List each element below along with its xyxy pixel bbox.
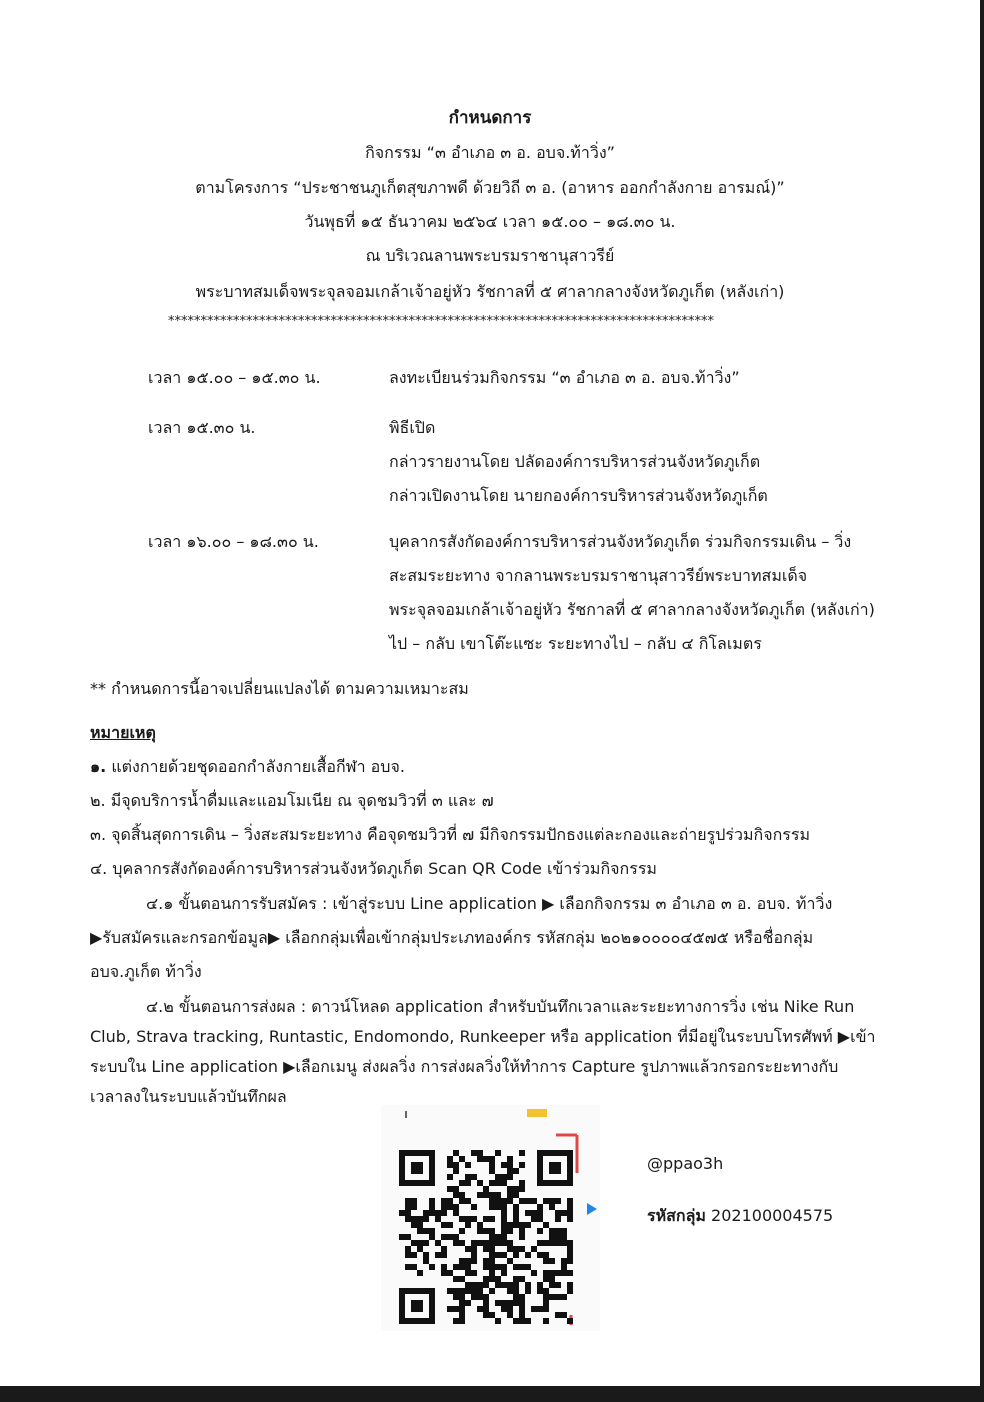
remark-item	[90, 823, 810, 848]
separator-line: ************************************************************************************	[168, 314, 714, 329]
event-venue-detail: พระบาทสมเด็จพระจุลจอมเกล้าเจ้าอยู่หัว รัชกาลที่ ๕ ศาลากลางจังหวัดภูเก็ต (หลังเก่า)	[195, 282, 785, 301]
remark-text: บุคลากรสังกัดองค์การบริหารส่วนจังหวัดภูเก็ต Scan QR Code เข้าร่วมกิจกรรม	[112, 859, 657, 878]
remark-text: จุดสิ้นสุดการเดิน – วิ่งสะสมระยะทาง คือจุดชมวิวที่ ๗ มีกิจกรรมปักธงแต่ละกองและถ่ายรูปร่วมกิจกรรม	[111, 825, 811, 844]
event-date: วันพุธที่ ๑๕ ธันวาคม ๒๕๖๔ เวลา ๑๕.๐๐ – ๑๘.๓๐ น.	[304, 212, 676, 231]
schedule-item: ไป – กลับ เขาโต๊ะแซะ ระยะทางไป – กลับ ๔ กิโลเมตร	[389, 634, 762, 653]
line-qr-code[interactable]	[381, 1105, 600, 1331]
remark-text: มีจุดบริการน้ำดื่มและแอมโมเนีย ณ จุดชมวิวที่ ๓ และ ๗	[110, 791, 494, 810]
schedule-time: เวลา ๑๕.๓๐ น.	[148, 418, 256, 437]
project-name: ตามโครงการ “ประชาชนภูเก็ตสุขภาพดี ด้วยวิถี ๓ อ. (อาหาร ออกกำลังกาย อารมณ์)”	[195, 178, 785, 197]
schedule-item: กล่าวรายงานโดย ปลัดองค์การบริหารส่วนจังหวัดภูเก็ต	[389, 452, 761, 471]
remark-item	[90, 789, 494, 814]
qr-code-icon	[381, 1105, 600, 1331]
schedule-item: สะสมระยะทาง จากลานพระบรมราชานุสาวรีย์พระบาทสมเด็จ	[389, 566, 808, 585]
schedule-time: เวลา ๑๖.๐๐ – ๑๘.๓๐ น.	[148, 532, 319, 551]
remark-number: ๒.	[90, 791, 106, 810]
page-title: กำหนดการ	[448, 108, 532, 128]
line-handle: @ppao3h	[647, 1154, 724, 1173]
group-code-label: รหัสกลุ่ม	[647, 1206, 706, 1225]
event-venue: ณ บริเวณลานพระบรมราชานุสาวรีย์	[365, 246, 615, 265]
remark-number: ๔.	[90, 859, 108, 878]
remarks-heading: หมายเหตุ	[90, 723, 156, 742]
submission-step: Club, Strava tracking, Runtastic, Endomondo, Runkeeper หรือ application ที่มีอยู่ในระบบโทรศัพท์ ▶เข้า	[90, 1027, 876, 1046]
schedule-item: พิธีเปิด	[389, 418, 436, 437]
remark-item	[90, 755, 405, 780]
group-code-value: 202100004575	[711, 1206, 834, 1225]
schedule-item: พระจุลจอมเกล้าเจ้าอยู่หัว รัชกาลที่ ๕ ศาลากลางจังหวัดภูเก็ต (หลังเก่า)	[389, 600, 875, 619]
page-border-right	[980, 0, 984, 1402]
schedule-item: ลงทะเบียนร่วมกิจกรรม “๓ อำเภอ ๓ อ. อบจ.ท้าวิ่ง”	[389, 368, 740, 387]
remark-number: ๑.	[90, 757, 107, 776]
schedule-item: กล่าวเปิดงานโดย นายกองค์การบริหารส่วนจังหวัดภูเก็ต	[389, 486, 768, 505]
remark-text: แต่งกายด้วยชุดออกกำลังกายเสื้อกีฬา อบจ.	[111, 757, 405, 776]
schedule-time: เวลา ๑๕.๐๐ – ๑๕.๓๐ น.	[148, 368, 321, 387]
activity-name: กิจกรรม “๓ อำเภอ ๓ อ. อบจ.ท้าวิ่ง”	[365, 143, 615, 162]
submission-step: เวลาลงในระบบแล้วบันทึกผล	[90, 1087, 287, 1106]
schedule-item: บุคลากรสังกัดองค์การบริหารส่วนจังหวัดภูเก็ต ร่วมกิจกรรมเดิน – วิ่ง	[389, 532, 852, 551]
submission-step: ระบบใน Line application ▶เลือกเมนู ส่งผลวิ่ง การส่งผลวิ่งให้ทำการ Capture รูปภาพแล้วกรอกระยะทางกับ	[90, 1057, 839, 1076]
group-code	[647, 1204, 833, 1229]
remark-item	[90, 857, 657, 882]
change-note: ** กำหนดการนี้อาจเปลี่ยนแปลงได้ ตามความเหมาะสม	[90, 679, 469, 698]
submission-step: ๔.๒ ขั้นตอนการส่งผล : ดาวน์โหลด application สำหรับบันทึกเวลาและระยะทางการวิ่ง เช่น Nike Run	[146, 997, 855, 1016]
registration-step: ▶รับสมัครและกรอกข้อมูล▶ เลือกกลุ่มเพื่อเข้ากลุ่มประเภทองค์กร รหัสกลุ่ม ๒๐๒๑๐๐๐๐๔๕๗๕ หรือชื่อกลุ่ม	[90, 928, 814, 947]
remark-number: ๓.	[90, 825, 107, 844]
page-border-bottom	[0, 1386, 984, 1402]
registration-step: อบจ.ภูเก็ต ท้าวิ่ง	[90, 962, 202, 981]
registration-step: ๔.๑ ขั้นตอนการรับสมัคร : เข้าสู่ระบบ Line application ▶ เลือกกิจกรรม ๓ อำเภอ ๓ อ. อบจ. ท้าวิ่ง	[146, 894, 833, 913]
